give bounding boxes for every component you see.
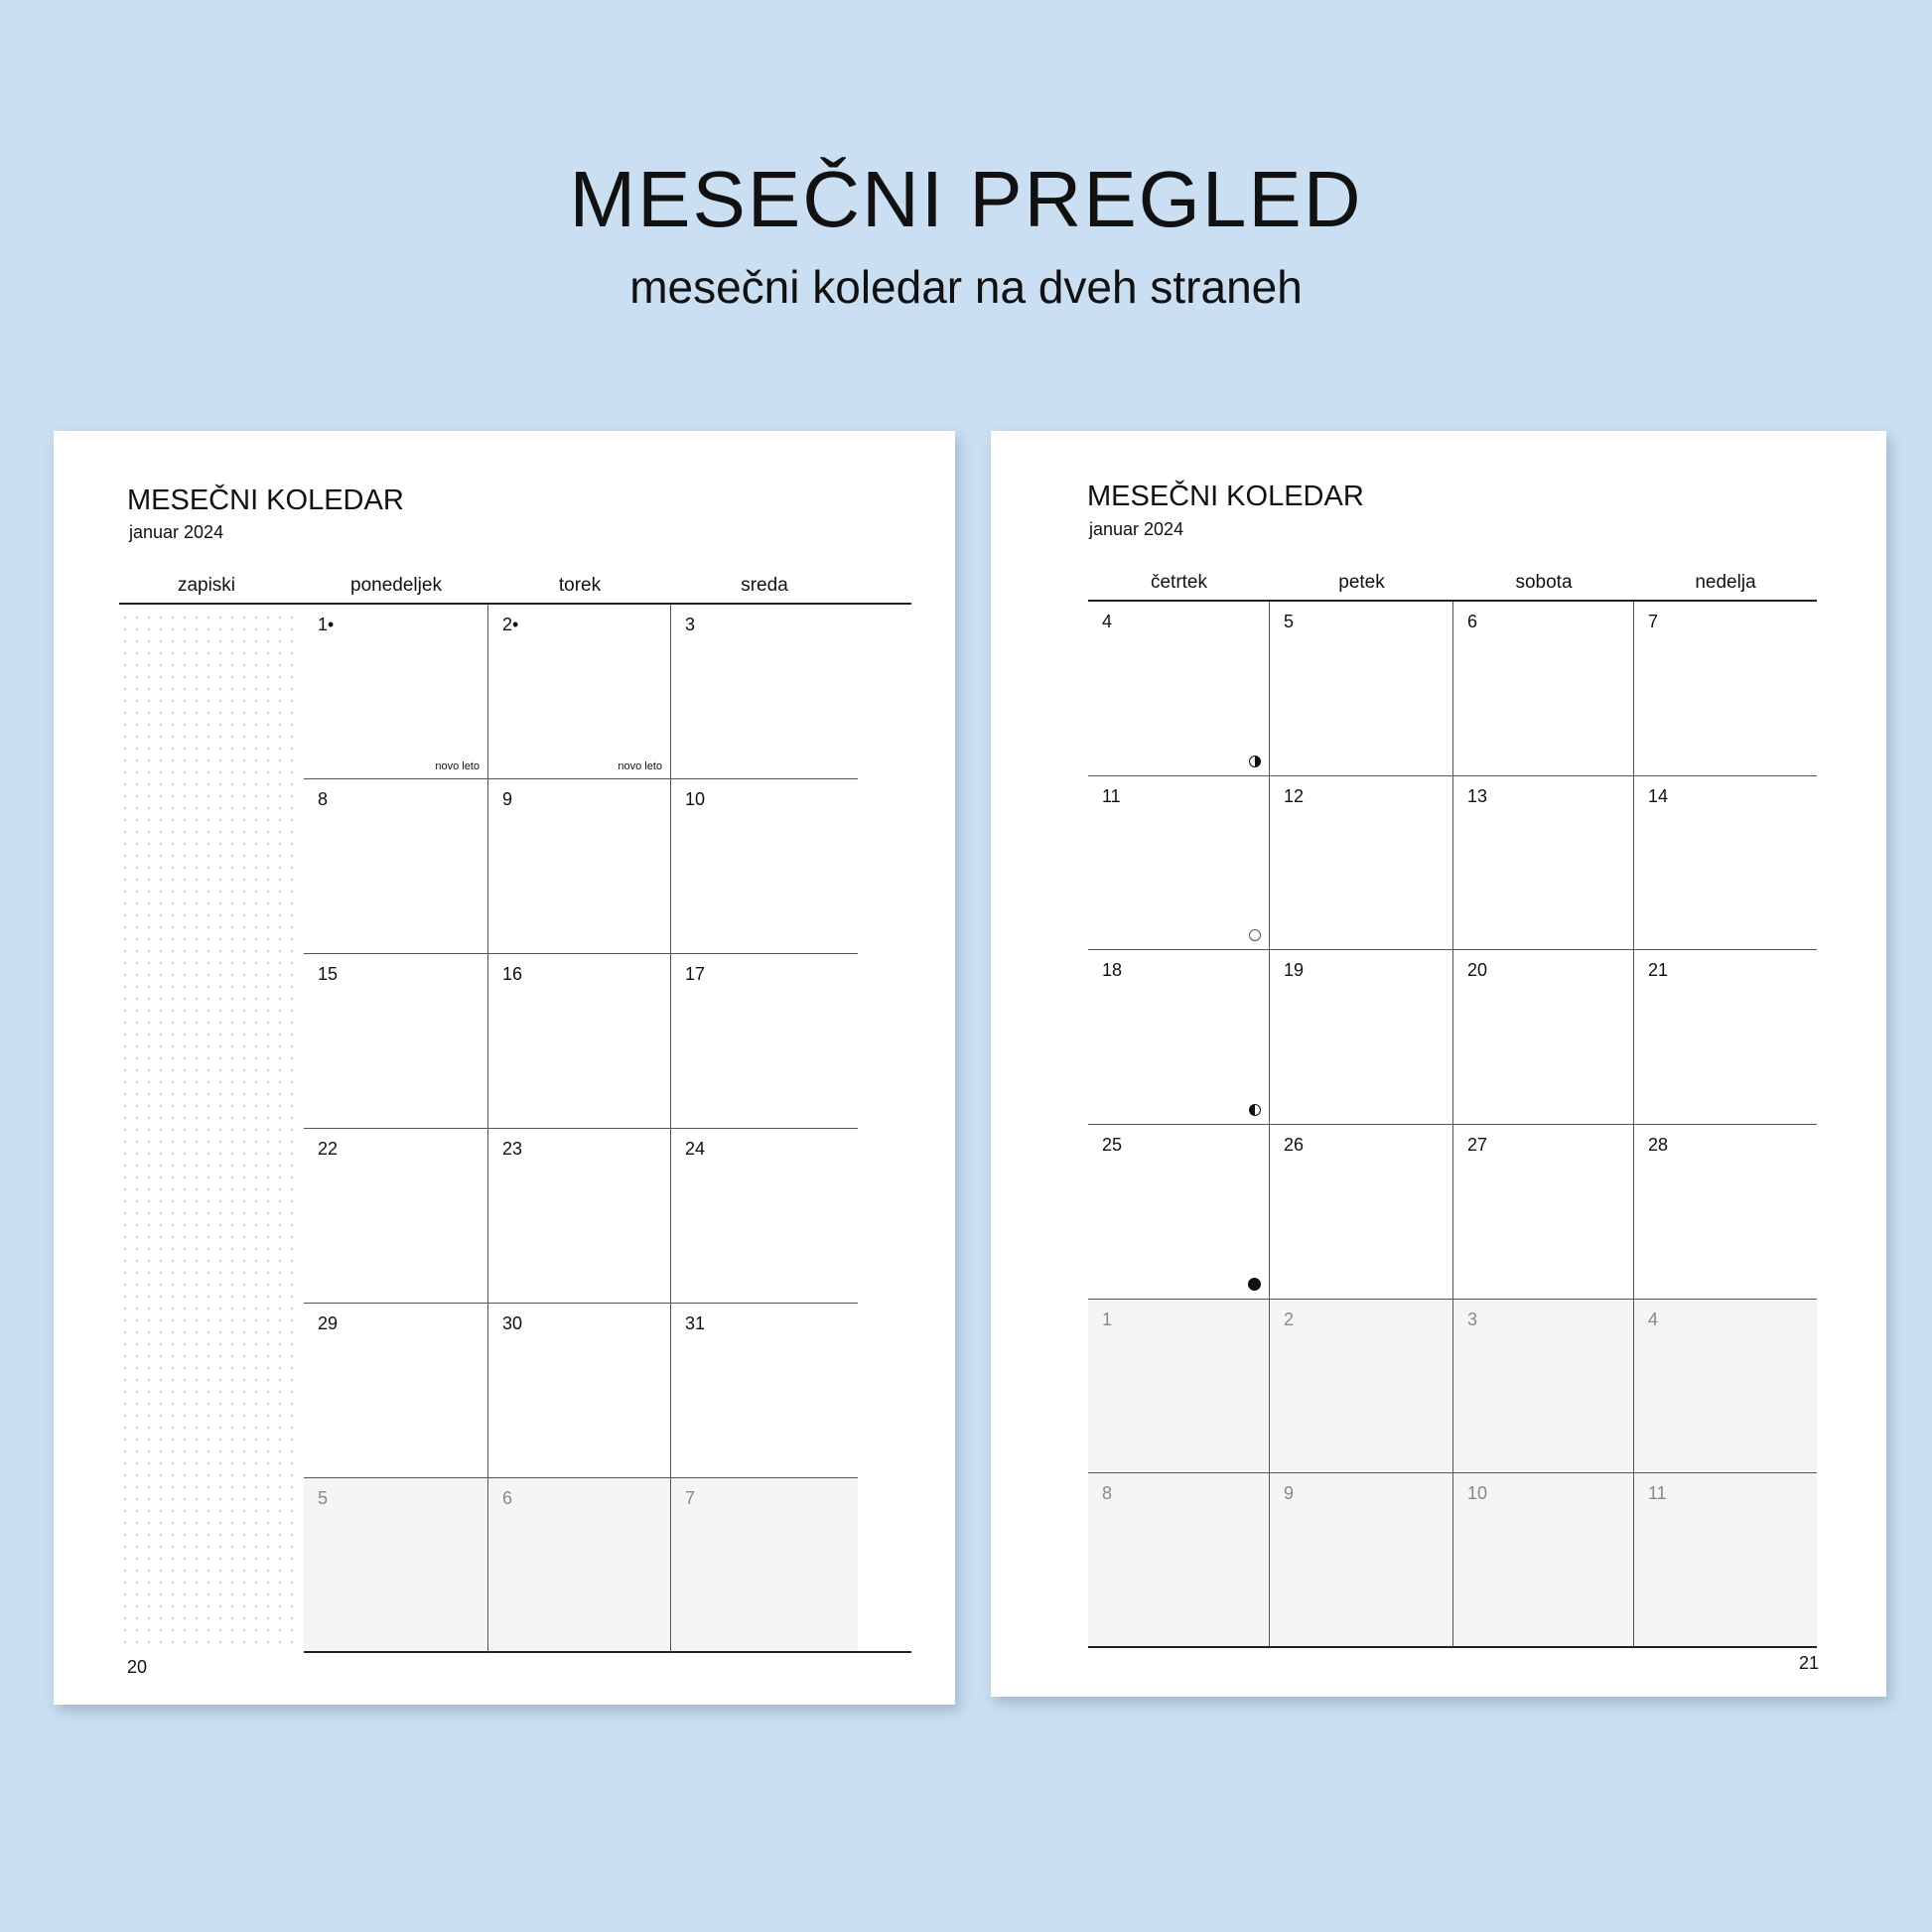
right-planner-page [991,431,1886,1697]
day-number: 6 [502,1488,513,1508]
day-number: 15 [318,964,339,984]
day-cell[interactable] [671,1478,858,1653]
day-cell[interactable] [1453,776,1634,951]
day-cell[interactable] [1270,776,1453,951]
dot-grid-notes-area[interactable] [119,612,294,1649]
day-cell[interactable] [1453,1125,1634,1300]
day-cell[interactable] [1088,602,1270,776]
right-page-title: MESEČNI KOLEDAR [1087,481,1364,512]
right-page-month: januar 2024 [1089,519,1184,539]
day-number: 3 [1467,1309,1478,1329]
day-cell[interactable] [1270,602,1453,776]
grid-spacer [858,779,911,954]
day-number: 4 [1102,612,1113,631]
column-header-saturday: sobota [1515,572,1573,593]
day-number: 28 [1648,1135,1669,1155]
column-header-wednesday: sreda [741,575,788,596]
day-cell[interactable] [304,1304,488,1478]
day-cell[interactable] [488,779,671,954]
day-cell[interactable] [1453,1300,1634,1474]
column-header-sunday: nedelja [1695,572,1756,593]
day-number: 17 [685,964,706,984]
day-cell[interactable] [1634,602,1817,776]
page-number: 20 [127,1657,148,1677]
day-cell[interactable] [1634,1125,1817,1300]
day-cell[interactable] [671,779,858,954]
left-planner-page [54,431,955,1705]
day-number: 19 [1284,960,1305,981]
day-number: 30 [502,1313,523,1333]
day-number: 10 [1467,1483,1488,1504]
grid-spacer [858,605,911,779]
day-number: 11 [1648,1483,1667,1504]
day-cell[interactable] [1270,1300,1453,1474]
day-cell[interactable] [488,1129,671,1304]
day-cell[interactable] [1088,1300,1270,1474]
day-cell[interactable] [304,605,488,779]
column-header-friday: petek [1338,572,1385,593]
day-number: 25 [1102,1135,1123,1155]
day-number: 2 [1284,1309,1295,1329]
day-number: 2• [502,615,519,634]
grid-spacer [858,1478,911,1653]
day-cell[interactable] [1088,776,1270,951]
day-number: 6 [1467,612,1478,631]
day-number: 27 [1467,1135,1488,1155]
day-number: 23 [502,1139,523,1159]
day-cell[interactable] [304,779,488,954]
day-cell[interactable] [1088,950,1270,1125]
new-moon-icon [1248,1278,1261,1291]
column-header-notes: zapiski [177,575,236,596]
day-cell[interactable] [1634,1473,1817,1648]
day-number: 12 [1284,785,1305,806]
day-cell[interactable] [488,605,671,779]
day-cell[interactable] [488,954,671,1129]
day-cell[interactable] [1088,1125,1270,1300]
day-number: 20 [1467,960,1488,981]
first-quarter-moon-icon [1249,756,1261,767]
day-number: 29 [318,1313,339,1333]
holiday-note: novo leto [618,760,662,772]
page-title: MESEČNI PREGLED [569,155,1363,243]
column-header-monday: ponedeljek [350,575,442,596]
day-number: 13 [1467,785,1488,806]
day-number: 24 [685,1139,706,1159]
day-cell[interactable] [1270,950,1453,1125]
day-number: 26 [1284,1135,1305,1155]
day-number: 16 [502,964,523,984]
column-header-tuesday: torek [558,575,602,596]
grid-spacer [858,954,911,1129]
page-number: 21 [1799,1653,1820,1673]
day-cell[interactable] [1453,1473,1634,1648]
left-page-title: MESEČNI KOLEDAR [127,484,404,516]
day-cell[interactable] [671,954,858,1129]
day-cell[interactable] [1634,1300,1817,1474]
day-cell[interactable] [1634,950,1817,1125]
day-cell[interactable] [1270,1125,1453,1300]
left-page-month: januar 2024 [129,522,224,542]
full-moon-icon [1249,929,1261,941]
day-cell[interactable] [1270,1473,1453,1648]
right-calendar-grid [1088,602,1817,1648]
day-cell[interactable] [671,1304,858,1478]
day-cell[interactable] [1634,776,1817,951]
day-number: 21 [1648,960,1669,981]
left-calendar-grid [304,605,911,1653]
day-number: 4 [1648,1309,1659,1329]
day-cell[interactable] [304,1478,488,1653]
day-number: 3 [685,615,696,634]
day-number: 11 [1102,785,1121,806]
day-number: 5 [318,1488,329,1508]
day-cell[interactable] [488,1478,671,1653]
grid-spacer [858,1129,911,1304]
column-header-thursday: četrtek [1150,572,1208,593]
day-number: 7 [1648,612,1659,631]
day-number: 18 [1102,960,1123,981]
day-number: 22 [318,1139,339,1159]
day-number: 8 [318,789,329,809]
day-cell[interactable] [1088,1473,1270,1648]
day-cell[interactable] [1453,950,1634,1125]
day-number: 1 [1102,1309,1113,1329]
holiday-note: novo leto [435,760,480,772]
page-subtitle: mesečni koledar na dveh straneh [629,261,1303,313]
day-number: 31 [685,1313,706,1333]
day-number: 10 [685,789,706,809]
last-quarter-moon-icon [1249,1104,1261,1116]
day-number: 8 [1102,1483,1113,1504]
day-number: 7 [685,1488,696,1508]
day-cell[interactable] [304,954,488,1129]
grid-spacer [858,1304,911,1478]
day-cell[interactable] [671,1129,858,1304]
day-cell[interactable] [304,1129,488,1304]
day-number: 14 [1648,785,1669,806]
day-number: 9 [1284,1483,1295,1504]
day-number: 1• [318,615,335,634]
day-cell[interactable] [671,605,858,779]
day-cell[interactable] [1453,602,1634,776]
day-number: 5 [1284,612,1295,631]
day-number: 9 [502,789,513,809]
day-cell[interactable] [488,1304,671,1478]
